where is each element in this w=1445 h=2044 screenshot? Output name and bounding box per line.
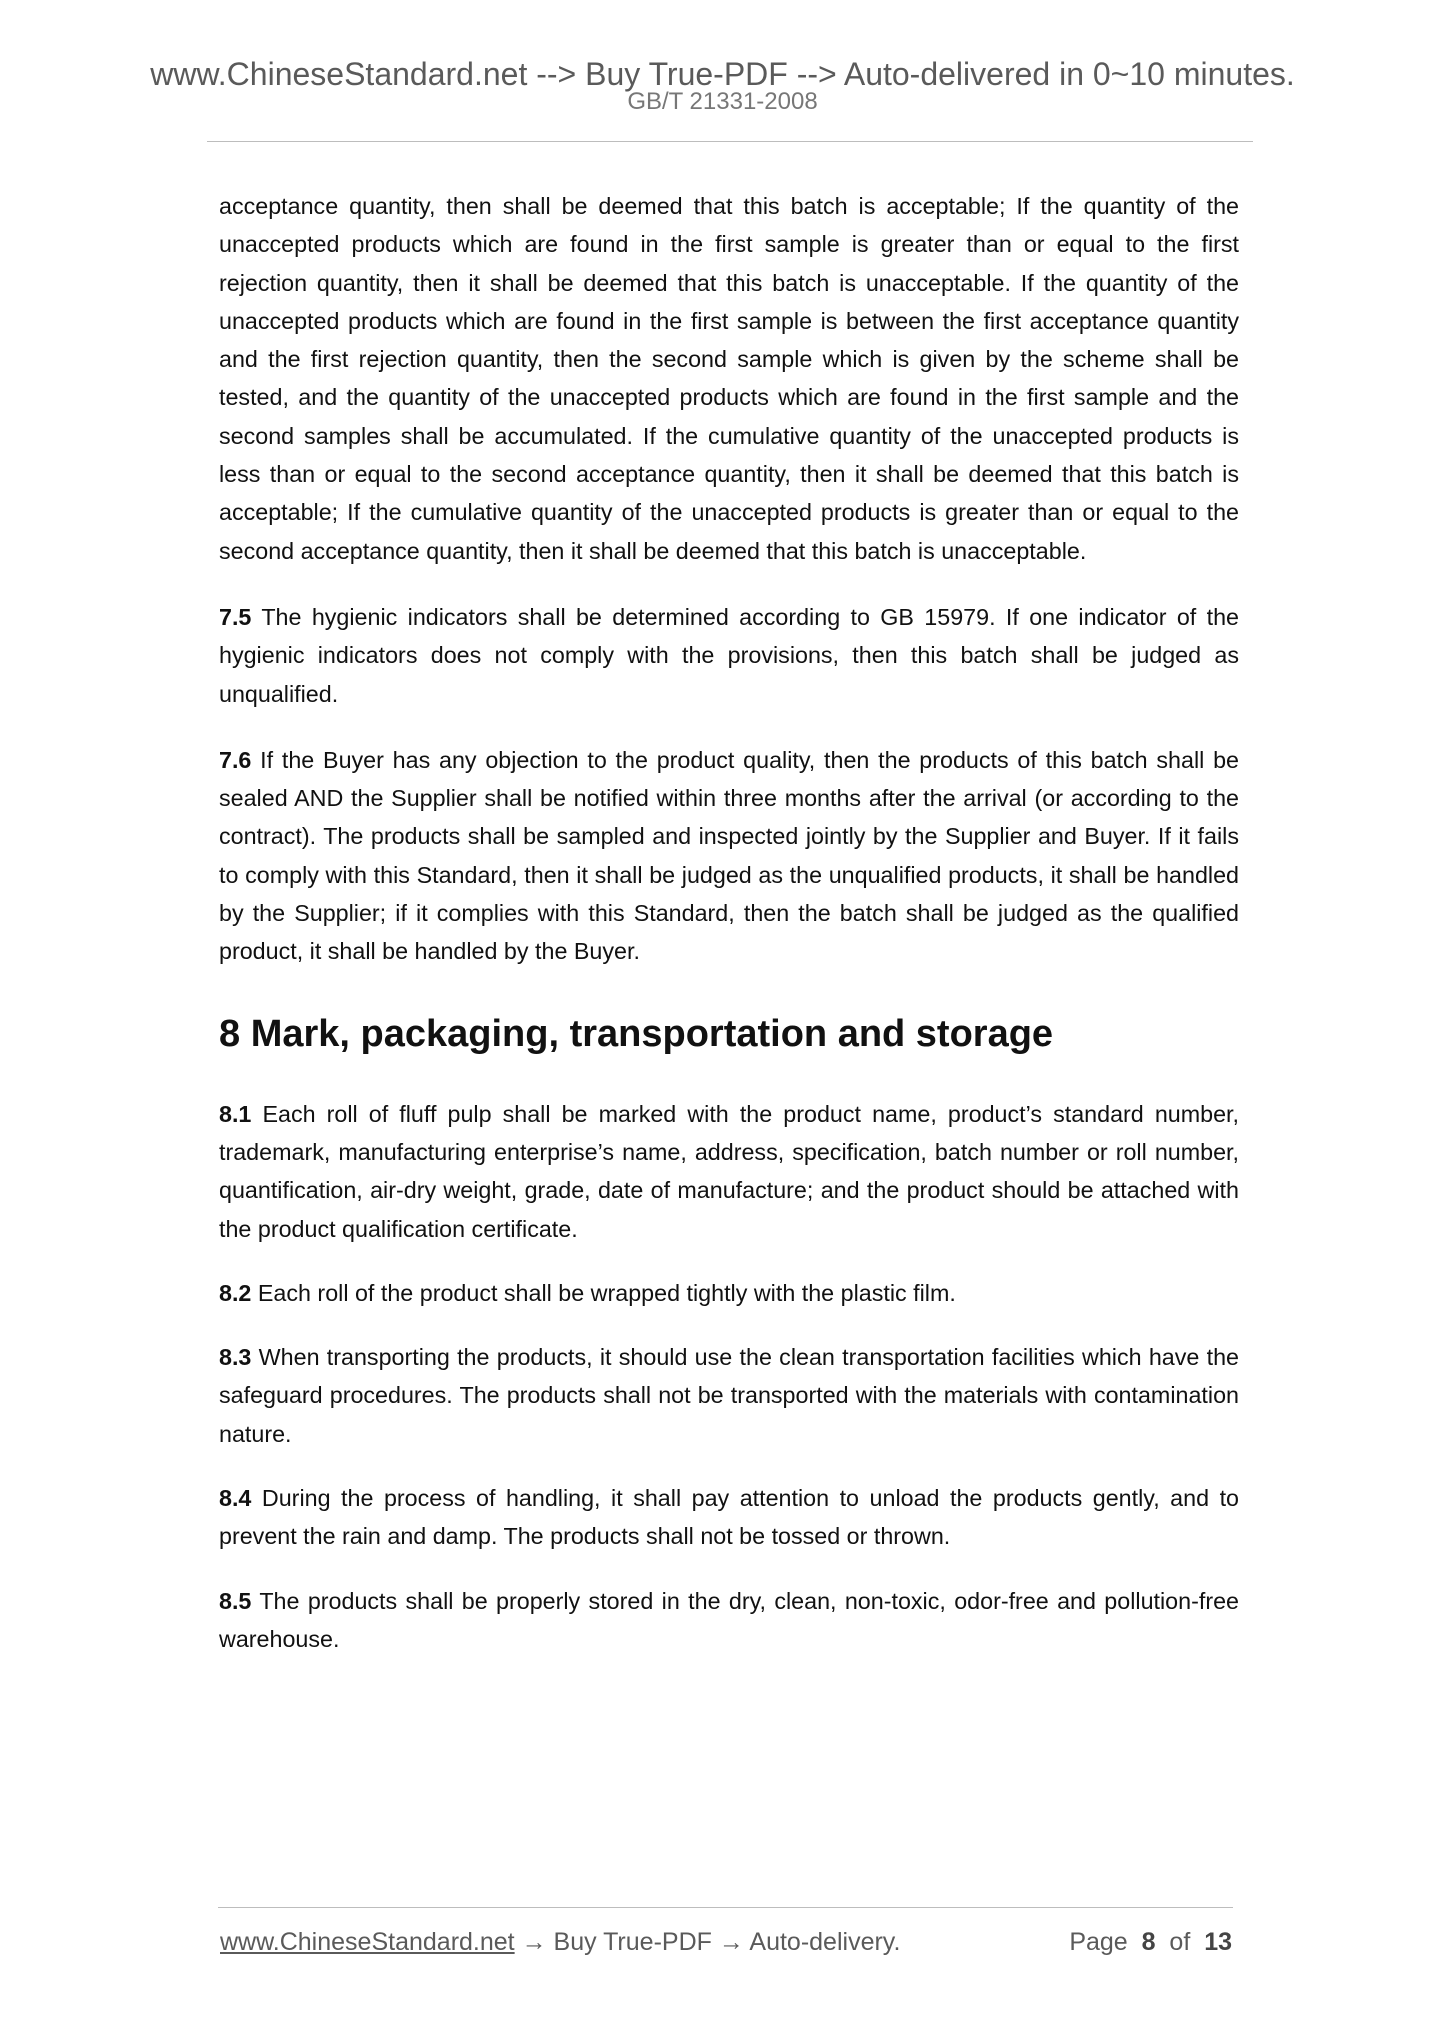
- clause-7-6: [219, 741, 1239, 971]
- clause-number: 8.1: [219, 1100, 252, 1127]
- page-current: 8: [1141, 1928, 1156, 1956]
- clause-text: The products shall be properly stored in the dry, clean, non-toxic, odor-free and pollution-free warehouse.: [219, 1587, 1239, 1652]
- clause-text: If the Buyer has any objection to the product quality, then the products of this batch shall be sealed AND the Supplier shall be notified within three months after the arrival (or according to the contract). The products shall be sampled and inspected jointly by the Supplier and Buyer. If it fails to comply with this Standard, then it shall be judged as the unqualified products, it shall be handled by the Supplier; if it complies with this Standard, then the batch shall be judged as the qualified product, it shall be handled by the Buyer.: [219, 746, 1239, 965]
- clause-8-4: [219, 1479, 1239, 1556]
- page-indicator: [1069, 1926, 1232, 1958]
- page-label: Page: [1069, 1928, 1128, 1956]
- footer-promo: [220, 1926, 900, 1958]
- document-body: [219, 187, 1239, 1658]
- clause-text: The hygienic indicators shall be determined according to GB 15979. If one indicator of the hygienic indicators does not comply with the provisions, then this batch shall be judged as unqualified.: [219, 603, 1239, 707]
- clause-text: During the process of handling, it shall pay attention to unload the products gently, and to prevent the rain and damp. The products shall not be tossed or thrown.: [219, 1485, 1239, 1550]
- of-label: of: [1169, 1928, 1191, 1956]
- clause-number: 7.6: [219, 746, 252, 773]
- clause-8-2: [219, 1274, 1239, 1312]
- clause-text: Each roll of fluff pulp shall be marked with the product name, product’s standard number, trademark, manufacturing enterprise’s name, address, specification, batch number or roll number, quantification, air-dry weight, grade, date of manufacture; and the product should be attached with the product qualification certificate.: [219, 1100, 1239, 1242]
- clause-number: 8.4: [219, 1485, 252, 1512]
- clause-number: 8.3: [219, 1344, 252, 1371]
- continuation-paragraph: acceptance quantity, then shall be deemed that this batch is acceptable; If the quantity of the unaccepted products which are found in the first sample is greater than or equal to the first rejection quantity, then it shall be deemed that this batch is unacceptable. If the quantity of the unaccepted products which are found in the first sample is between the first acceptance quantity and the first rejection quantity, then the second sample which is given by the scheme shall be tested, and the quantity of the unaccepted products which are found in the first sample and the second samples shall be accumulated. If the cumulative quantity of the unaccepted products is less than or equal to the second acceptance quantity, then it shall be deemed that this batch is acceptable; If the cumulative quantity of the unaccepted products is greater than or equal to the second acceptance quantity, then it shall be deemed that this batch is unacceptable.: [219, 193, 1239, 564]
- page-total: 13: [1204, 1928, 1232, 1956]
- standard-code: GB/T 21331-2008: [627, 88, 818, 115]
- section-8-heading: 8 Mark, packaging, transportation and storage: [219, 1012, 1054, 1055]
- site-banner: www.ChineseStandard.net --> Buy True-PDF --> Auto-delivered in 0~10 minutes.: [150, 56, 1295, 92]
- footer-tail-text: → Buy True-PDF → Auto-delivery.: [514, 1928, 901, 1956]
- clause-number: 7.5: [219, 603, 252, 630]
- site-link[interactable]: www.ChineseStandard.net: [220, 1928, 515, 1956]
- header-divider: [207, 141, 1253, 142]
- clause-8-5: [219, 1582, 1239, 1659]
- clause-text: When transporting the products, it should use the clean transportation facilities which have the safeguard procedures. The products shall not be transported with the materials with contamination nature.: [219, 1344, 1239, 1447]
- clause-text: Each roll of the product shall be wrapped tightly with the plastic film.: [251, 1279, 956, 1306]
- clause-8-1: [219, 1095, 1239, 1248]
- clause-7-5: [219, 598, 1239, 713]
- clause-number: 8.5: [219, 1587, 252, 1614]
- clause-number: 8.2: [219, 1279, 252, 1306]
- clause-8-3: [219, 1338, 1239, 1453]
- footer-divider: [218, 1907, 1233, 1908]
